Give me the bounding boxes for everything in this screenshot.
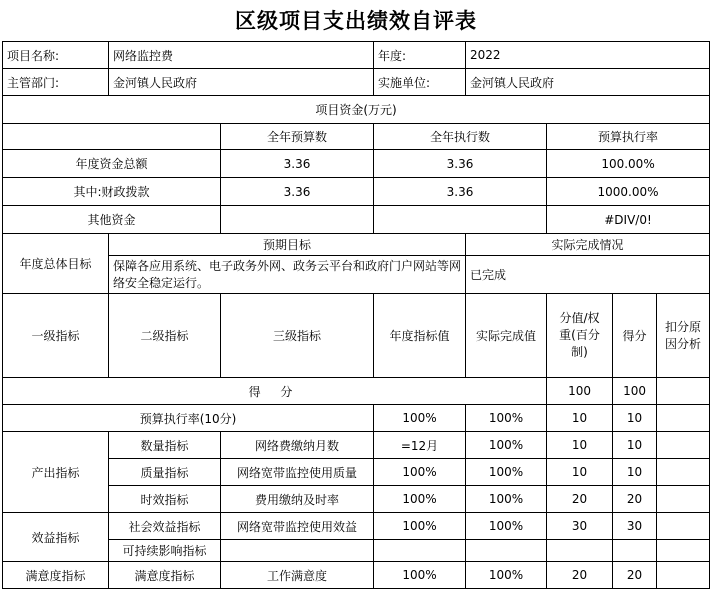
indicator-level2: 质量指标 bbox=[109, 459, 221, 486]
indicator-weight: 20 bbox=[547, 562, 613, 589]
indicator-score: 20 bbox=[613, 562, 657, 589]
indicator-actual: 100% bbox=[466, 459, 547, 486]
funds-header: 项目资金(万元) bbox=[3, 96, 710, 124]
funds-row-label: 年度资金总额 bbox=[3, 150, 221, 178]
indicator-level3: 费用缴纳及时率 bbox=[221, 486, 374, 513]
header-level3: 三级指标 bbox=[221, 294, 374, 378]
indicator-level3: 网络费缴纳月数 bbox=[221, 432, 374, 459]
funds-row-exec: 3.36 bbox=[374, 178, 547, 206]
indicator-level3: 工作满意度 bbox=[221, 562, 374, 589]
header-level2: 二级指标 bbox=[109, 294, 221, 378]
indicator-score bbox=[613, 540, 657, 562]
funds-col-budget: 全年预算数 bbox=[221, 124, 374, 150]
total-reason bbox=[657, 378, 710, 405]
indicator-actual bbox=[466, 540, 547, 562]
benefit-label: 效益指标 bbox=[3, 513, 109, 562]
form-title: 区级项目支出绩效自评表 bbox=[235, 9, 477, 33]
indicator-reason bbox=[657, 432, 710, 459]
indicator-target: 100% bbox=[374, 513, 466, 540]
total-score: 100 bbox=[613, 378, 657, 405]
goal-actual-header: 实际完成情况 bbox=[466, 234, 710, 256]
goal-expected-text: 保障各应用系统、电子政务外网、政务云平台和政府门户网站等网络安全稳定运行。 bbox=[109, 256, 466, 294]
indicator-score: 30 bbox=[613, 513, 657, 540]
indicator-weight: 10 bbox=[547, 459, 613, 486]
impl-value: 金河镇人民政府 bbox=[466, 69, 710, 96]
goal-label: 年度总体目标 bbox=[3, 234, 109, 294]
budget-rate-actual: 100% bbox=[466, 405, 547, 432]
funds-row-budget: 3.36 bbox=[221, 150, 374, 178]
budget-rate-label: 预算执行率(10分) bbox=[3, 405, 374, 432]
indicator-level2: 满意度指标 bbox=[109, 562, 221, 589]
dept-label: 主管部门: bbox=[3, 69, 109, 96]
funds-row-exec: 3.36 bbox=[374, 150, 547, 178]
funds-col-exec: 全年执行数 bbox=[374, 124, 547, 150]
indicator-target bbox=[374, 540, 466, 562]
indicator-score: 10 bbox=[613, 432, 657, 459]
header-actual: 实际完成值 bbox=[466, 294, 547, 378]
indicator-reason bbox=[657, 540, 710, 562]
indicator-weight bbox=[547, 540, 613, 562]
impl-label: 实施单位: bbox=[374, 69, 466, 96]
indicator-actual: 100% bbox=[466, 486, 547, 513]
budget-rate-weight: 10 bbox=[547, 405, 613, 432]
dept-value: 金河镇人民政府 bbox=[109, 69, 374, 96]
indicator-level3: 网络宽带监控使用效益 bbox=[221, 513, 374, 540]
project-name-value: 网络监控费 bbox=[109, 42, 374, 69]
indicator-level2: 时效指标 bbox=[109, 486, 221, 513]
indicator-reason bbox=[657, 459, 710, 486]
funds-row-exec bbox=[374, 206, 547, 234]
header-level1: 一级指标 bbox=[3, 294, 109, 378]
indicator-target: 100% bbox=[374, 562, 466, 589]
indicator-actual: 100% bbox=[466, 562, 547, 589]
header-weight: 分值/权重(百分制) bbox=[547, 294, 613, 378]
header-target: 年度指标值 bbox=[374, 294, 466, 378]
header-reason: 扣分原因分析 bbox=[657, 294, 710, 378]
funds-row-rate: #DIV/0! bbox=[547, 206, 710, 234]
total-weight: 100 bbox=[547, 378, 613, 405]
indicator-weight: 10 bbox=[547, 432, 613, 459]
indicator-score: 10 bbox=[613, 459, 657, 486]
budget-rate-reason bbox=[657, 405, 710, 432]
funds-col-rate: 预算执行率 bbox=[547, 124, 710, 150]
funds-row-budget: 3.36 bbox=[221, 178, 374, 206]
year-label: 年度: bbox=[374, 42, 466, 69]
funds-row-rate: 100.00% bbox=[547, 150, 710, 178]
budget-rate-target: 100% bbox=[374, 405, 466, 432]
indicator-target: 100% bbox=[374, 459, 466, 486]
indicator-reason bbox=[657, 486, 710, 513]
indicator-weight: 30 bbox=[547, 513, 613, 540]
indicator-level2: 数量指标 bbox=[109, 432, 221, 459]
satisfaction-label: 满意度指标 bbox=[3, 562, 109, 589]
funds-blank-header bbox=[3, 124, 221, 150]
indicator-target: 100% bbox=[374, 486, 466, 513]
total-label: 得 分 bbox=[3, 378, 547, 405]
output-label: 产出指标 bbox=[3, 432, 109, 513]
indicator-level3: 网络宽带监控使用质量 bbox=[221, 459, 374, 486]
goal-actual-text: 已完成 bbox=[466, 256, 710, 294]
performance-table bbox=[2, 41, 710, 589]
indicator-target: =12月 bbox=[374, 432, 466, 459]
funds-row-label: 其中:财政拨款 bbox=[3, 178, 221, 206]
budget-rate-score: 10 bbox=[613, 405, 657, 432]
indicator-level2: 可持续影响指标 bbox=[109, 540, 221, 562]
indicator-weight: 20 bbox=[547, 486, 613, 513]
indicator-level3 bbox=[221, 540, 374, 562]
funds-row-label: 其他资金 bbox=[3, 206, 221, 234]
indicator-score: 20 bbox=[613, 486, 657, 513]
indicator-reason bbox=[657, 562, 710, 589]
indicator-reason bbox=[657, 513, 710, 540]
year-value: 2022 bbox=[466, 42, 710, 69]
project-name-label: 项目名称: bbox=[3, 42, 109, 69]
indicator-actual: 100% bbox=[466, 513, 547, 540]
header-score: 得分 bbox=[613, 294, 657, 378]
funds-row-budget bbox=[221, 206, 374, 234]
indicator-level2: 社会效益指标 bbox=[109, 513, 221, 540]
indicator-actual: 100% bbox=[466, 432, 547, 459]
goal-expected-header: 预期目标 bbox=[109, 234, 466, 256]
funds-row-rate: 1000.00% bbox=[547, 178, 710, 206]
